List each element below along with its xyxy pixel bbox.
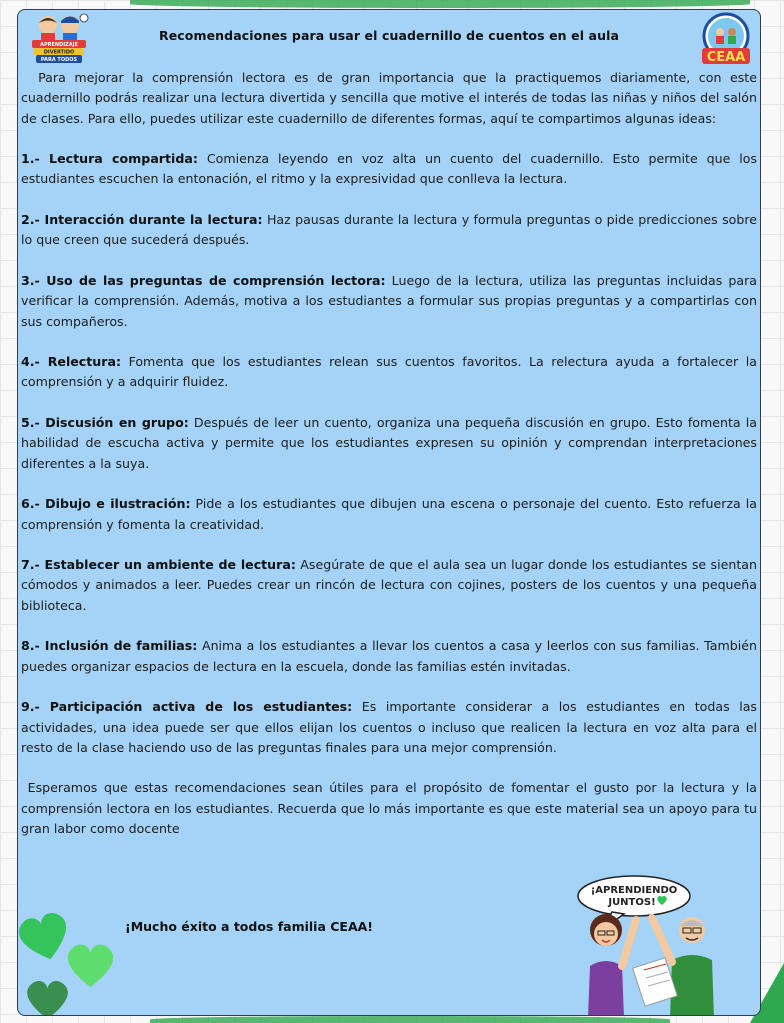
recommendation-text: Anima a los estudiantes a llevar los cuentos a casa y leerlos con sus familias. También puedes organizar espacios de lectura en la escuela, donde las familias estén invitadas.: [21, 638, 757, 674]
ceaa-logo: [700, 12, 752, 66]
teachers-illustration: [574, 900, 734, 1016]
recommendation-text: Pide a los estudiantes que dibujen una escena o personaje del cuento. Esto refuerza la comprensión y fomenta la creatividad.: [21, 496, 757, 532]
svg-text:¡APRENDIENDO: ¡APRENDIENDO: [590, 885, 678, 896]
recommendation-text: Fomenta que los estudiantes relean sus cuentos favoritos. La relectura ayuda a fortalecer la comprensión y a adquirir fluidez.: [21, 354, 757, 390]
svg-text:APRENDIZAJE: APRENDIZAJE: [40, 42, 78, 48]
header: [18, 10, 760, 66]
recommendation-5: [21, 413, 757, 474]
recommendation-3: [21, 271, 757, 332]
recommendation-9: [21, 697, 757, 758]
svg-text:JUNTOS!: JUNTOS!: [608, 897, 656, 908]
heart-icon: [27, 981, 68, 1016]
heart-icon: [68, 945, 113, 987]
recommendation-2: [21, 210, 757, 251]
svg-text:PARA TODOS: PARA TODOS: [40, 57, 78, 63]
intro-paragraph: Para mejorar la comprensión lectora es de gran importancia que la practiquemos diariamente, con este cuadernillo podrás realizar una lectura divertida y sencilla que motive el interés de todas las niñas y niños del salón de clases. Para ello, puedes utilizar este cuadernillo de diferentes formas, aquí te compartimos algunas ideas:: [21, 70, 757, 126]
recommendation-label: 4.- Relectura:: [21, 354, 121, 370]
svg-text:CEAA: CEAA: [706, 50, 746, 65]
recommendation-text: Luego de la lectura, utiliza las preguntas incluidas para verificar la comprensión. Además, motiva a los estudiantes a formular sus propias preguntas y a compartirlas con sus compañeros.: [21, 272, 757, 329]
recommendation-label: 9.- Participación activa de los estudiantes:: [21, 699, 353, 715]
recommendation-label: 3.- Uso de las preguntas de comprensión lectora:: [21, 272, 386, 288]
bottom-green-wave: [150, 1016, 670, 1023]
closing-paragraph: Esperamos que estas recomendaciones sean útiles para el propósito de fomentar el gusto por la lectura y la comprensión lectora en los estudiantes. Recuerda que lo más importante es que este material sea un apoyo para tu gran labor como docente: [21, 780, 757, 836]
top-green-wave: [130, 0, 750, 8]
recommendation-text: Es importante considerar a los estudiantes en todas las actividades, una idea puede ser que ellos elijan los cuentos o incluso que realicen la lectura en voz alta para el resto de la clase haciendo uso de las preguntas finales para una mejor comprensión.: [21, 699, 757, 755]
recommendation-label: 7.- Establecer un ambiente de lectura:: [21, 557, 296, 573]
recommendation-text: Asegúrate de que el aula sea un lugar donde los estudiantes se sientan cómodos y animados a leer. Puedes crear un rincón de lectura con cojines, posters de los cuentos y una pequeña biblioteca.: [21, 557, 757, 613]
body-text: [21, 68, 757, 860]
recommendations-card: [17, 9, 761, 1016]
recommendation-label: 6.- Dibujo e ilustración:: [21, 496, 191, 512]
recommendation-text: Después de leer un cuento, organiza una pequeña discusión en grupo. Esto fomenta la habilidad de escucha activa y permite que los estudiantes expresen su opinión y comprendan interpretaciones diferentes a la suya.: [21, 415, 757, 471]
page-title: Recomendaciones para usar el cuadernillo de cuentos en el aula: [158, 28, 619, 43]
recommendation-1: [21, 149, 757, 190]
recommendation-label: 5.- Discusión en grupo:: [21, 415, 189, 431]
recommendation-8: [21, 636, 757, 677]
recommendation-text: Comienza leyendo en voz alta un cuento del cuadernillo. Esto permite que los estudiantes escuchen la entonación, el ritmo y la expresividad que conlleva la lectura.: [21, 151, 757, 187]
recommendation-7: [21, 555, 757, 616]
green-hearts-decoration: [18, 900, 128, 1016]
recommendation-4: [21, 352, 757, 393]
recommendation-label: 1.- Lectura compartida:: [21, 151, 198, 167]
recommendation-text: Haz pausas durante la lectura y formula preguntas o pide predicciones sobre lo que creen que sucederá después.: [21, 212, 757, 248]
signoff-message: ¡Mucho éxito a todos familia CEAA!: [125, 919, 374, 934]
svg-text:DIVERTIDO: DIVERTIDO: [43, 49, 75, 56]
recommendation-label: 8.- Inclusión de familias:: [21, 638, 198, 654]
recommendation-label: 2.- Interacción durante la lectura:: [21, 212, 263, 228]
recommendation-6: [21, 494, 757, 535]
heart-icon: [18, 910, 74, 966]
